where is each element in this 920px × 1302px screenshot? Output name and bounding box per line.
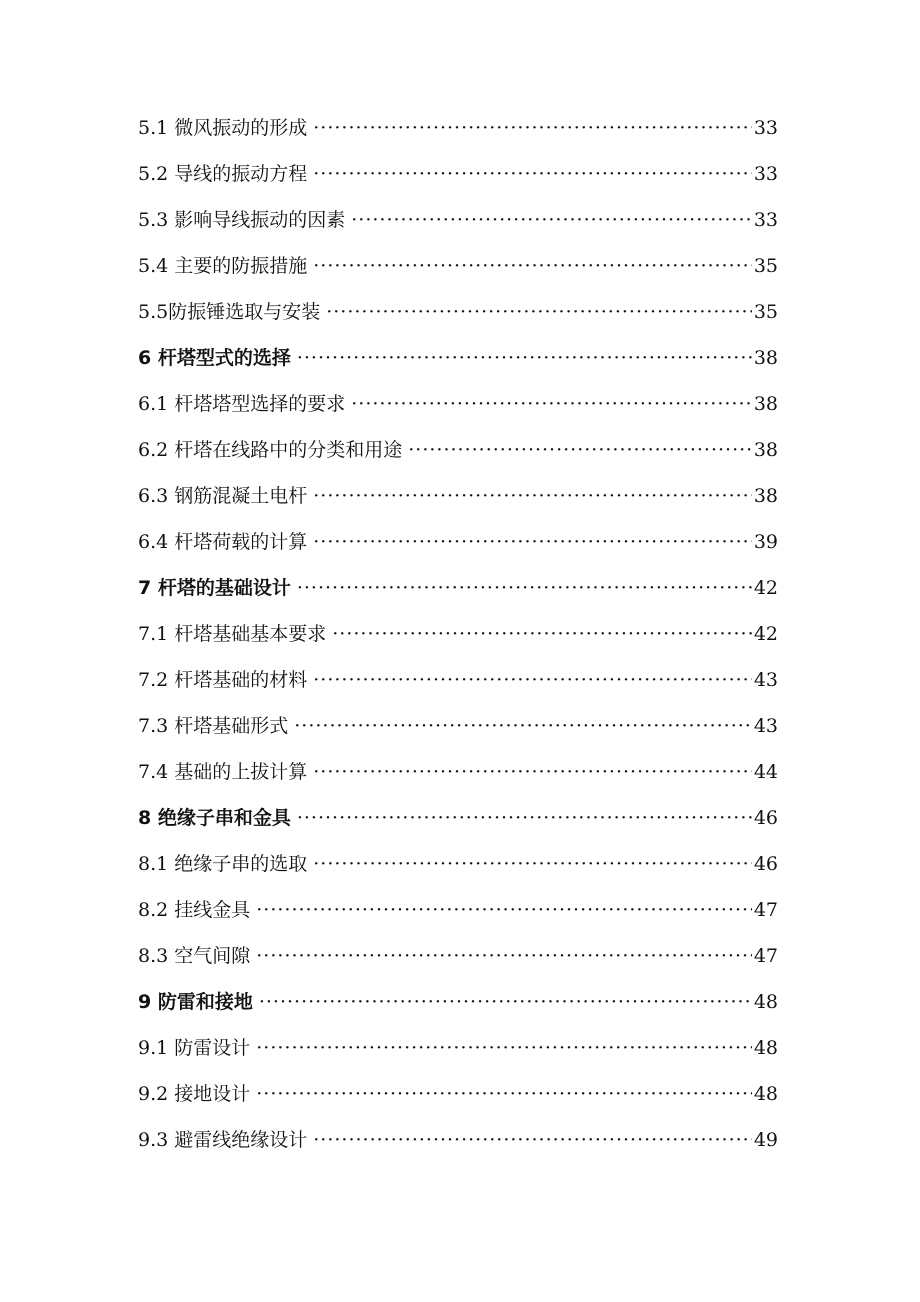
toc-section-entry[interactable] <box>138 526 778 572</box>
toc-entry-title: 7.3 杆塔基础形式 <box>138 715 289 737</box>
toc-entry-title: 5.1 微风振动的形成 <box>138 117 308 139</box>
toc-section-entry[interactable] <box>138 158 778 204</box>
toc-entry-title: 5.4 主要的防振措施 <box>138 255 308 277</box>
toc-dot-leader <box>313 848 752 880</box>
toc-page-number: 33 <box>753 163 778 185</box>
toc-page-number: 38 <box>753 439 778 461</box>
toc-chapter-entry[interactable] <box>138 802 778 848</box>
toc-entry-title: 5.2 导线的振动方程 <box>138 163 308 185</box>
toc-page-number: 42 <box>753 623 778 645</box>
toc-page-number: 33 <box>753 209 778 231</box>
toc-chapter-entry[interactable] <box>138 342 778 388</box>
toc-page-number: 35 <box>753 301 778 323</box>
toc-entry-title: 5.5防振锤选取与安装 <box>138 301 321 323</box>
toc-dot-leader <box>256 1078 752 1110</box>
toc-section-entry[interactable] <box>138 296 778 342</box>
toc-entry-title: 7.2 杆塔基础的材料 <box>138 669 308 691</box>
toc-page-number: 47 <box>753 899 778 921</box>
toc-dot-leader <box>351 204 752 236</box>
toc-page-number: 38 <box>753 347 778 369</box>
toc-section-entry[interactable] <box>138 894 778 940</box>
toc-entry-title: 9.1 防雷设计 <box>138 1037 251 1059</box>
toc-section-entry[interactable] <box>138 618 778 664</box>
toc-dot-leader <box>313 158 752 190</box>
toc-page-number: 33 <box>753 117 778 139</box>
toc-section-entry[interactable] <box>138 664 778 710</box>
toc-dot-leader <box>297 342 752 374</box>
toc-dot-leader <box>297 572 752 604</box>
toc-entry-title: 8.2 挂线金具 <box>138 899 251 921</box>
toc-entry-title: 6.3 钢筋混凝土电杆 <box>138 485 308 507</box>
toc-dot-leader <box>256 894 752 926</box>
toc-page-number: 47 <box>753 945 778 967</box>
toc-dot-leader <box>313 526 752 558</box>
toc-section-entry[interactable] <box>138 710 778 756</box>
toc-entry-title: 6 杆塔型式的选择 <box>138 347 291 369</box>
toc-page-number: 35 <box>753 255 778 277</box>
toc-section-entry[interactable] <box>138 112 778 158</box>
toc-dot-leader <box>256 1032 752 1064</box>
toc-page-number: 38 <box>753 485 778 507</box>
toc-entry-title: 7.1 杆塔基础基本要求 <box>138 623 327 645</box>
table-of-contents <box>138 112 778 1170</box>
toc-section-entry[interactable] <box>138 480 778 526</box>
toc-section-entry[interactable] <box>138 1124 778 1170</box>
toc-page-number: 39 <box>753 531 778 553</box>
toc-section-entry[interactable] <box>138 1078 778 1124</box>
toc-dot-leader <box>408 434 752 466</box>
toc-page-number: 48 <box>753 991 778 1013</box>
toc-chapter-entry[interactable] <box>138 572 778 618</box>
toc-chapter-entry[interactable] <box>138 986 778 1032</box>
toc-section-entry[interactable] <box>138 250 778 296</box>
toc-dot-leader <box>313 112 752 144</box>
toc-page-number: 48 <box>753 1037 778 1059</box>
toc-dot-leader <box>256 940 752 972</box>
toc-section-entry[interactable] <box>138 940 778 986</box>
toc-dot-leader <box>313 756 752 788</box>
toc-page-number: 38 <box>753 393 778 415</box>
toc-section-entry[interactable] <box>138 756 778 802</box>
toc-section-entry[interactable] <box>138 848 778 894</box>
toc-dot-leader <box>313 1124 752 1156</box>
toc-dot-leader <box>259 986 752 1018</box>
toc-page-number: 46 <box>753 853 778 875</box>
toc-entry-title: 8.3 空气间隙 <box>138 945 251 967</box>
toc-page-number: 46 <box>753 807 778 829</box>
toc-entry-title: 7.4 基础的上拔计算 <box>138 761 308 783</box>
toc-page-number: 43 <box>753 715 778 737</box>
toc-dot-leader <box>313 480 752 512</box>
toc-dot-leader <box>332 618 752 650</box>
toc-page-number: 44 <box>753 761 778 783</box>
toc-page-number: 48 <box>753 1083 778 1105</box>
toc-dot-leader <box>313 250 752 282</box>
toc-entry-title: 9 防雷和接地 <box>138 991 253 1013</box>
toc-page-number: 42 <box>753 577 778 599</box>
toc-page-number: 49 <box>753 1129 778 1151</box>
toc-entry-title: 7 杆塔的基础设计 <box>138 577 291 599</box>
toc-dot-leader <box>297 802 752 834</box>
toc-dot-leader <box>313 664 752 696</box>
toc-entry-title: 8 绝缘子串和金具 <box>138 807 291 829</box>
toc-entry-title: 5.3 影响导线振动的因素 <box>138 209 346 231</box>
toc-entry-title: 9.2 接地设计 <box>138 1083 251 1105</box>
toc-entry-title: 8.1 绝缘子串的选取 <box>138 853 308 875</box>
toc-section-entry[interactable] <box>138 434 778 480</box>
toc-page-number: 43 <box>753 669 778 691</box>
toc-section-entry[interactable] <box>138 204 778 250</box>
toc-section-entry[interactable] <box>138 388 778 434</box>
toc-dot-leader <box>294 710 752 742</box>
toc-entry-title: 6.1 杆塔塔型选择的要求 <box>138 393 346 415</box>
toc-entry-title: 6.2 杆塔在线路中的分类和用途 <box>138 439 403 461</box>
toc-dot-leader <box>351 388 752 420</box>
toc-dot-leader <box>326 296 752 328</box>
toc-entry-title: 9.3 避雷线绝缘设计 <box>138 1129 308 1151</box>
toc-entry-title: 6.4 杆塔荷载的计算 <box>138 531 308 553</box>
toc-section-entry[interactable] <box>138 1032 778 1078</box>
